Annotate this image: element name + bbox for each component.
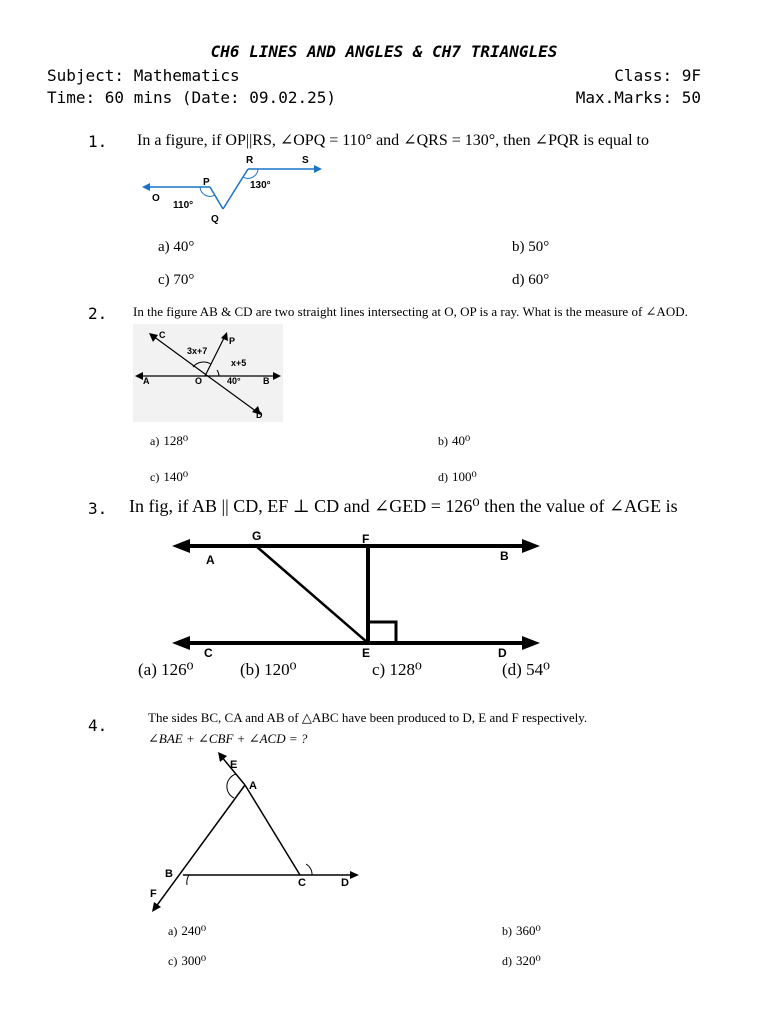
option-value: 240⁰	[181, 923, 207, 938]
question-4-number: 4.	[88, 716, 108, 735]
fig4-label-a: A	[249, 780, 257, 792]
time-label: Time: 60 mins (Date: 09.02.25)	[47, 88, 336, 107]
option-value: 40⁰	[452, 433, 471, 448]
question-3-text: In fig, if AB || CD, EF ⊥ CD and ∠GED = 126⁰ then the value of ∠AGE is	[129, 496, 678, 516]
question-2-figure	[133, 324, 283, 422]
fig1-label-o: O	[152, 193, 160, 204]
subject-label: Subject: Mathematics	[47, 66, 240, 85]
fig2-label-a: A	[143, 376, 150, 386]
fig3-label-d: D	[498, 646, 507, 660]
option-letter: c)	[168, 954, 178, 968]
question-2-option-b[interactable]	[438, 432, 470, 450]
class-label: Class: 9F	[614, 66, 701, 85]
option-letter: b)	[438, 434, 448, 448]
fig1-label-r: R	[246, 155, 254, 166]
question-4-option-b[interactable]	[502, 922, 541, 940]
option-letter: c)	[150, 470, 160, 484]
fig1-angle-130: 130°	[250, 180, 271, 191]
question-2-option-c[interactable]	[150, 468, 188, 486]
question-1-text: In a figure, if OP||RS, ∠OPQ = 110° and ∠QRS = 130°, then ∠PQR is equal to	[137, 132, 649, 149]
question-4-option-c[interactable]	[168, 952, 206, 970]
option-letter: a)	[150, 434, 160, 448]
question-3-option-a[interactable]: (a) 126⁰	[138, 660, 194, 679]
fig4-label-b: B	[165, 868, 173, 880]
question-4-expression: ∠BAE + ∠CBF + ∠ACD = ?	[148, 731, 308, 746]
fig2-label-p: P	[229, 336, 236, 346]
option-letter: d)	[502, 954, 512, 968]
question-4-option-a[interactable]	[168, 922, 206, 940]
question-2-text: In the figure AB & CD are two straight lines intersecting at O, OP is a ray. What is the measure of ∠AOD.	[133, 304, 688, 319]
fig2-label-o: O	[195, 376, 203, 386]
fig4-label-e: E	[230, 759, 238, 771]
question-1-number: 1.	[88, 132, 108, 151]
fig2-expr-x5: x+5	[231, 358, 247, 368]
option-value: 140⁰	[163, 469, 189, 484]
question-2-option-a[interactable]	[150, 432, 188, 450]
fig3-label-a: A	[206, 553, 215, 567]
fig2-label-b: B	[263, 376, 270, 386]
question-4-figure	[145, 750, 375, 915]
option-value: 128⁰	[163, 433, 189, 448]
option-letter: a)	[168, 924, 178, 938]
option-letter: d)	[438, 470, 448, 484]
fig2-expr-3x7: 3x+7	[187, 346, 208, 356]
fig4-label-f: F	[150, 888, 157, 900]
fig3-label-b: B	[500, 549, 509, 563]
fig3-label-f: F	[362, 532, 370, 546]
question-1-option-b[interactable]: b) 50°	[512, 239, 550, 255]
option-value: 360⁰	[516, 923, 541, 938]
fig1-label-q: Q	[211, 214, 219, 225]
question-3-option-b[interactable]: (b) 120⁰	[240, 660, 297, 679]
question-1-option-a[interactable]: a) 40°	[158, 239, 195, 255]
option-value: 300⁰	[181, 953, 207, 968]
fig4-label-d: D	[341, 877, 349, 889]
question-1-figure	[140, 150, 340, 230]
fig3-label-e: E	[362, 646, 371, 660]
question-4-text: The sides BC, CA and AB of △ABC have been produced to D, E and F respectively.	[148, 710, 588, 725]
fig4-label-c: C	[298, 877, 306, 889]
question-3-option-d[interactable]: (d) 54⁰	[502, 660, 550, 679]
question-1-option-c[interactable]: c) 70°	[158, 272, 195, 288]
fig3-label-c: C	[204, 646, 213, 660]
option-value: 320⁰	[516, 953, 541, 968]
fig2-angle-40: 40°	[227, 376, 241, 386]
fig3-label-g: G	[252, 529, 262, 543]
question-3-number: 3.	[88, 499, 108, 518]
fig2-label-c: C	[159, 330, 166, 340]
question-3-figure	[170, 526, 550, 661]
question-2-number: 2.	[88, 304, 108, 323]
fig1-angle-110: 110°	[173, 200, 194, 211]
question-2-option-d[interactable]	[438, 468, 477, 486]
page-title: CH6 LINES AND ANGLES & CH7 TRIANGLES	[210, 42, 558, 61]
option-value: 100⁰	[452, 469, 477, 484]
fig1-label-s: S	[302, 155, 309, 166]
max-marks-label: Max.Marks: 50	[575, 88, 701, 107]
question-3-option-c[interactable]: c) 128⁰	[372, 660, 422, 679]
option-letter: b)	[502, 924, 512, 938]
question-4-option-d[interactable]	[502, 952, 541, 970]
fig1-label-p: P	[203, 177, 210, 188]
fig2-label-d: D	[256, 410, 263, 420]
question-1-option-d[interactable]: d) 60°	[512, 272, 550, 288]
